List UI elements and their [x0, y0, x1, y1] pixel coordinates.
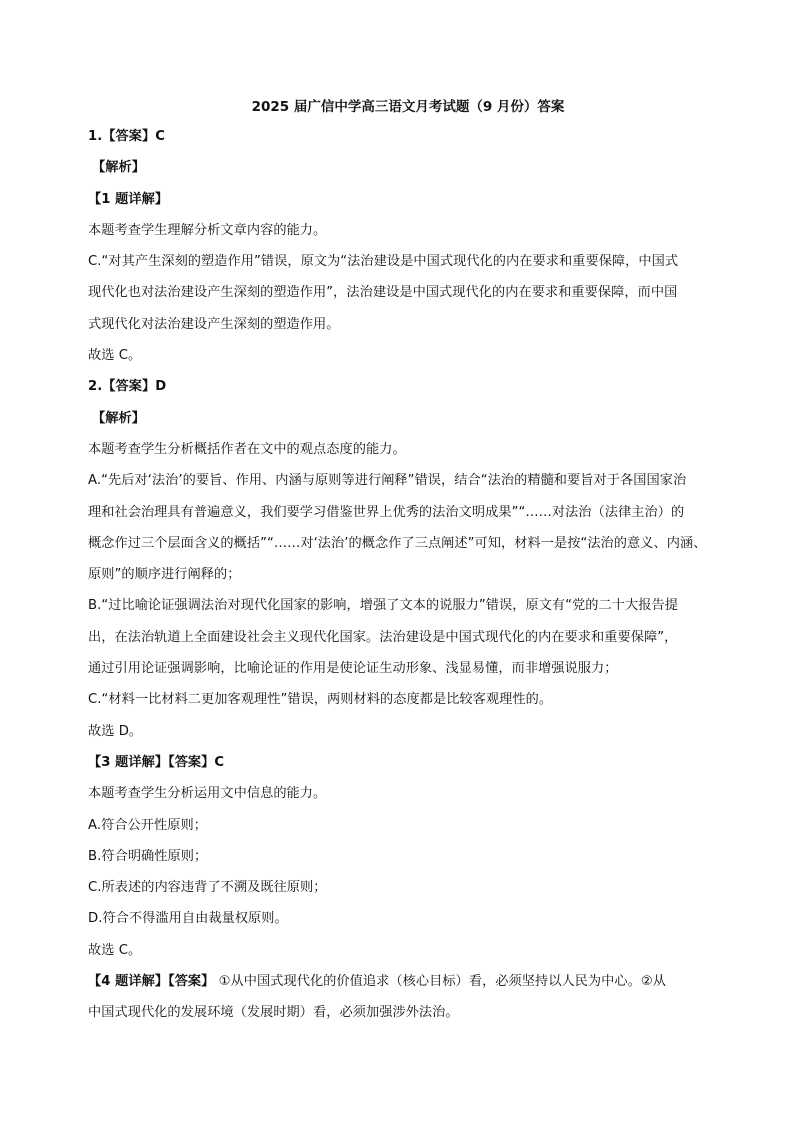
text-line: 故选 D。 [88, 723, 143, 739]
text-line: 通过引用论证强调影响，比喻论证的作用是使论证生动形象、浅显易懂，而非增强说服力； [88, 661, 618, 677]
document-body [88, 127, 708, 1023]
text-line: 理和社会治理具有普遍意义，我们要学习借鉴世界上优秀的法治文明成果”“……对法治（法律主治）的 [88, 504, 685, 520]
text-line: 概念作过三个层面含义的概括”“……对‘法治’的概念作了三点阐述”可知，材料一是按“法治的意义、内涵、 [88, 535, 707, 551]
text-line: 本题考查学生分析概括作者在文中的观点态度的能力。 [88, 441, 406, 457]
text-line: 出，在法治轨道上全面建设社会主义现代化国家。法治建设是中国式现代化的内在要求和重要保障”， [88, 629, 678, 645]
text-line: C.“材料一比材料二更加客观理性”错误，两则材料的态度都是比较客观理性的。 [88, 692, 553, 708]
text-line: 故选 C。 [88, 348, 142, 364]
text-line: 【解析】 [92, 410, 145, 426]
answer-text: ①从中国式现代化的价值追求（核心目标）看，必须坚持以人民为中心。②从 [214, 974, 666, 990]
answer-label: 【4 题详解】【答案】 [88, 974, 215, 990]
document-title: 2025 届广信中学高三语文月考试题（9 月份）答案 [251, 99, 565, 115]
text-line: 原则”的顺序进行阐释的； [88, 567, 241, 583]
text-line: D.符合不得滥用自由裁量权原则。 [88, 911, 288, 927]
text-line: 式现代化对法治建设产生深刻的塑造作用。 [88, 316, 340, 332]
text-line: A.“先后对‘法治’的要旨、作用、内涵与原则等进行阐释”错误，结合“法治的精髓和要旨对于各国国家治 [88, 473, 687, 489]
text-line: 本题考查学生理解分析文章内容的能力。 [88, 222, 327, 238]
text-line: 故选 C。 [88, 942, 142, 958]
text-line: 2.【答案】D [88, 379, 167, 395]
text-line: 本题考查学生分析运用文中信息的能力。 [88, 786, 327, 802]
text-line: 【3 题详解】【答案】C [88, 754, 225, 770]
text-line: A.符合公开性原则； [88, 817, 207, 833]
text-line: C.“对其产生深刻的塑造作用”错误，原文为“法治建设是中国式现代化的内在要求和重要保障，中国式 [88, 254, 679, 270]
text-line: B.“过比喻论证强调法治对现代化国家的影响，增强了文本的说服力”错误，原文有“党的二十大报告提 [88, 598, 678, 614]
text-line: 【1 题详解】 [88, 191, 169, 207]
text-line: 现代化也对法治建设产生深刻的塑造作用”，法治建设是中国式现代化的内在要求和重要保障，而中国 [88, 285, 678, 301]
text-line: 【解析】 [92, 160, 145, 176]
text-line: C.所表述的内容违背了不溯及既往原则； [88, 880, 327, 896]
text-line: 1.【答案】C [88, 129, 165, 144]
text-line: 中国式现代化的发展环境（发展时期）看，必须加强涉外法治。 [88, 1005, 459, 1021]
text-line [88, 972, 708, 992]
text-line: B.符合明确性原则； [88, 848, 208, 864]
